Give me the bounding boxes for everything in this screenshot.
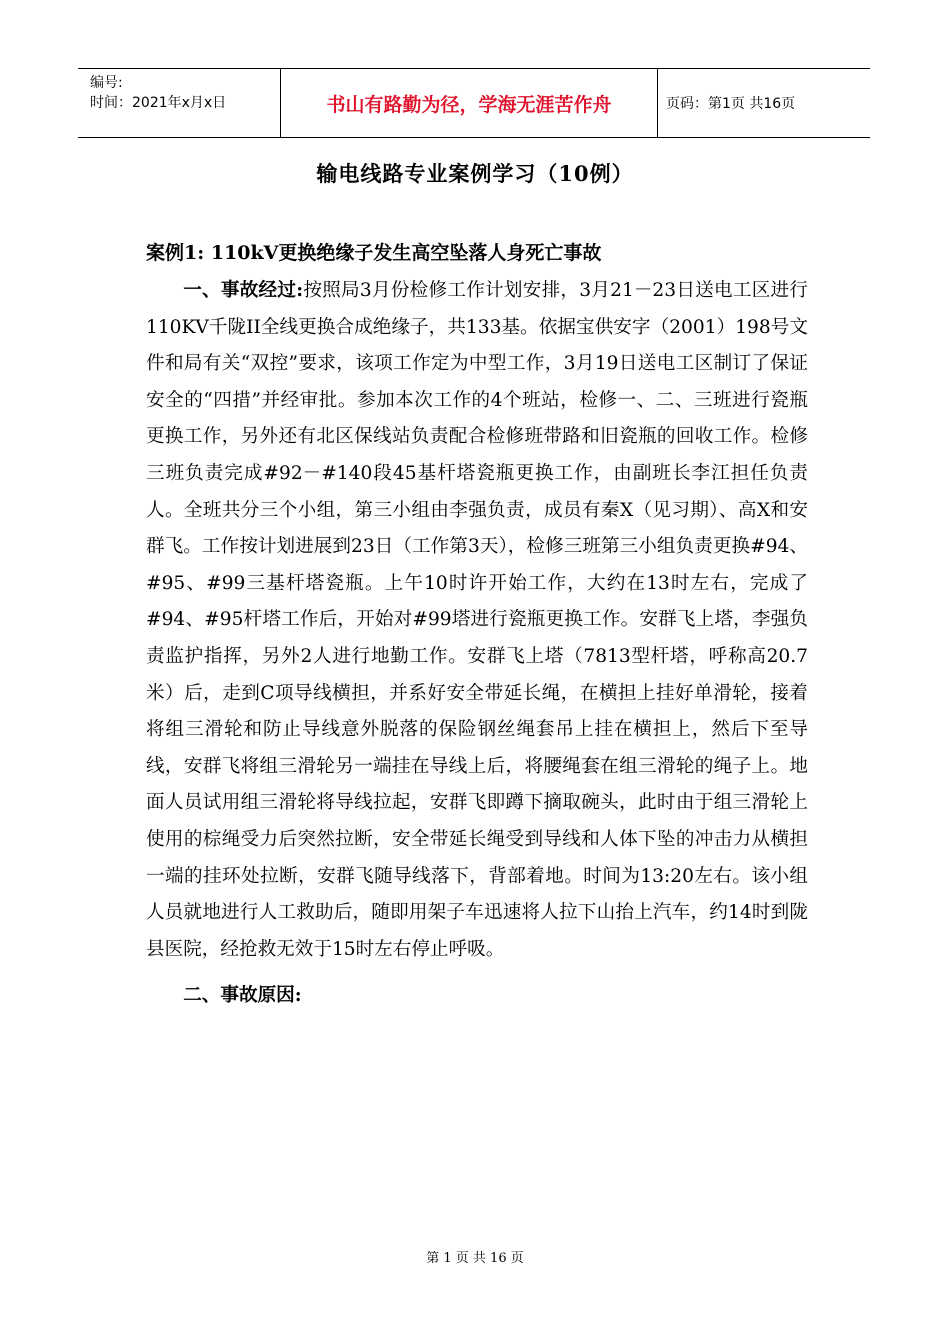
header-motto: 书山有路勤为径，学海无涯苦作舟 xyxy=(281,69,658,137)
case-title: 案例1: 110kV更换绝缘子发生高空坠落人身死亡事故 xyxy=(146,242,602,264)
document-number-label: 编号: xyxy=(90,75,123,91)
header-meta xyxy=(78,69,281,137)
document-body xyxy=(146,233,808,1015)
section-heading: 一、事故经过: xyxy=(183,280,304,301)
document-date: 时间：2021年x月x日 xyxy=(90,95,227,111)
section-accident-process xyxy=(146,273,808,968)
section-heading-cause: 二、事故原因: xyxy=(183,985,302,1007)
section-text: 按照局3月份检修工作计划安排，3月21－23日送电工区进行110KV千陇II全线更换合成绝缘子，共133基。依据宝供安字（2001）198号文件和局有关“双控”要求，该项工作定为中型工作，3月19日送电工区制订了保证安全的“四措”并经审批。参加本次工作的4个班站，检修一、二、三班进行瓷瓶更换工作，另外还有北区保线站负责配合检修班带路和旧瓷瓶的回收工作。检修三班负责完成#92－#140段45基杆塔瓷瓶更换工作，由副班长李江担任负责人。全班共分三个小组，第三小组由李强负责，成员有秦X（见习期）、高X和安群飞。工作按计划进展到23日（工作第3天），检修三班第三小组负责更换#94、#95、#99三基杆塔瓷瓶。上午10时许开始工作，大约在13时左右，完成了#94、#95杆塔工作后，开始对#99塔进行瓷瓶更换工作。安群飞上塔，李强负责监护指挥，另外2人进行地勤工作。安群飞上塔（7813型杆塔，呼称高20.7米）后，走到C项导线横担，并系好安全带延长绳，在横担上挂好单滑轮，接着将组三滑轮和防止导线意外脱落的保险钢丝绳套吊上挂在横担上，然后下至导线，安群飞将组三滑轮另一端挂在导线上后，将腰绳套在组三滑轮的绳子上。地面人员试用组三滑轮将导线拉起，安群飞即蹲下摘取碗头，此时由于组三滑轮上使用的棕绳受力后突然拉断，安全带延长绳受到导线和人体下坠的冲击力从横担一端的挂环处拉断，安群飞随导线落下，背部着地。时间为13:20左右。该小组人员就地进行人工救助后，随即用架子车迅速将人拉下山抬上汽车，约14时到陇县医院，经抢救无效于15时左右停止呼吸。 xyxy=(146,280,808,960)
document-title: 输电线路专业案例学习（10例） xyxy=(316,161,634,186)
page-footer: 第 1 页 共 16 页 xyxy=(426,1251,524,1266)
page-header xyxy=(78,68,870,138)
header-page-info: 页码：第1页 共16页 xyxy=(666,96,796,112)
